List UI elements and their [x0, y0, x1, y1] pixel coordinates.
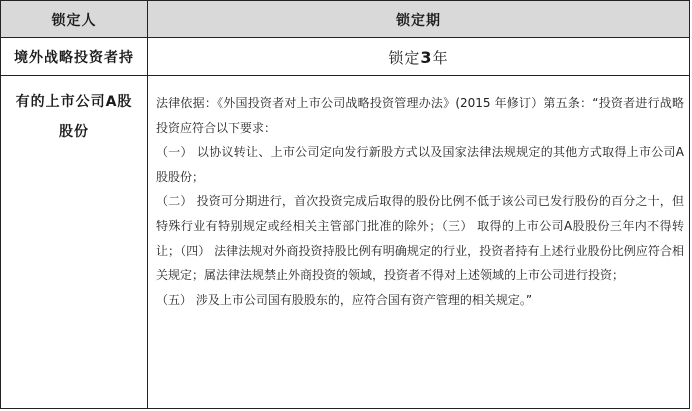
lockup-suffix: 年 [432, 48, 449, 67]
row-lockup-period [148, 38, 689, 76]
party-label-line2: 股份 [59, 124, 89, 140]
legal-basis-text [156, 91, 684, 312]
legal-paragraph: （一） 以协议转让、上市公司定向发行新股方式以及国家法律法规规定的其他方式取得上市公司A股股份； [156, 145, 684, 184]
header-lockup-party: 锁定人 [51, 12, 97, 29]
lockup-prefix: 锁定 [388, 48, 421, 67]
party-label-line1: 有的上市公司A股 [15, 94, 133, 110]
header-lockup-period: 锁定期 [396, 12, 441, 29]
legal-paragraph: （五） 涉及上市公司国有股股东的，应符合国有资产管理的相关规定。” [156, 292, 533, 307]
lockup-years: 3 [420, 47, 433, 67]
row-party-label-continued [1, 87, 147, 147]
legal-paragraph: （二） 投资可分期进行，首次投资完成后取得的股份比例不低于该公司已发行股份的百分之十，但特殊行业有特别规定或经相关主管部门批准的除外；（三） 取得的上市公司A股股份三年内不得转让；（四） 法律法规对外商投资持股比例有明确规定的行业，投资者持有上述行业股份比例应符合相关规定；属法律法规禁止外商投资的领域，投资者不得对上述领域的上市公司进行投资； [156, 194, 684, 283]
row-party-label: 境外战略投资者持 [14, 50, 134, 66]
legal-paragraph: 法律依据：《外国投资者对上市公司战略投资管理办法》(2015 年修订）第五条：“投资者进行战略投资应符合以下要求： [156, 96, 684, 135]
